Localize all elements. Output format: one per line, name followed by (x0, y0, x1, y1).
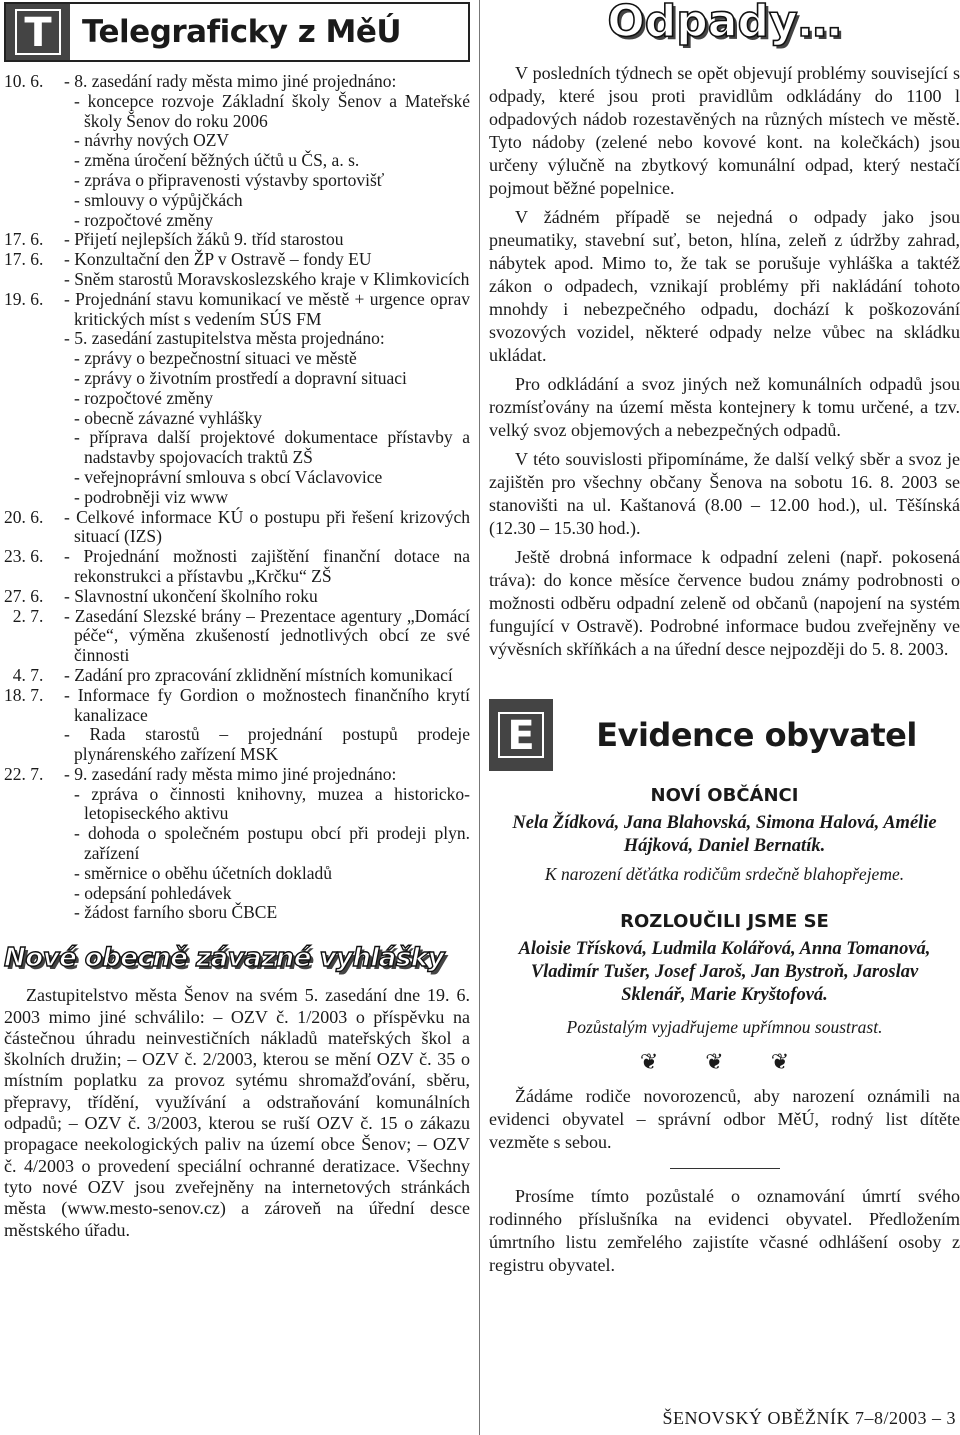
odpady-title: Odpady… (607, 0, 842, 47)
schedule-item: - Zasedání Slezské brány – Prezentace agentury „Domácí péče“, výměna zkušeností jednotlivých obcí ze své činnosti (64, 605, 470, 666)
schedule-entry (4, 547, 470, 587)
vyhlasky-text: Zastupitelstvo města Šenov na svém 5. zasedání dne 19. 6. 2003 mimo jiné schválilo: – OZV č. 1/2003 o příspěvku na částečnou úhradu neinvestičních nákladů mateřských škol a školních družin; – OZV č. 2/2003, kterou se mění OZV č. 35 o místním poplatku za provoz sytému shromažďování, sběru, přepravy, třídění, využívání a odstraňování komunálních odpadů; – OZV č. 3/2003, kterou se ruší OZV č. 15 o zákazu propagace neekologických paliv na území obce Šenov; – OZV č. 4/2003 o provedení speciální ochranné deratizace. Všechny tyto nové OZV jsou zveřejněny na internetových stránkách města (www.mesto-senov.cz) a zároveň na úřední desce městského úřadu. (4, 985, 470, 1240)
schedule-subitem: - zpráva o připravenosti výstavby sportovišť (74, 169, 385, 190)
schedule-list (4, 72, 470, 923)
schedule-item: - 9. zasedání rady města mimo jiné projednáno: (64, 763, 397, 784)
schedule-date: 27. 6. (4, 585, 44, 606)
rozlouceni-heading: ROZLOUČILI JSME SE (620, 911, 829, 932)
schedule-item: - Informace fy Gordion o možnostech finančního krytí kanalizace (64, 684, 470, 725)
schedule-entry (4, 508, 470, 548)
schedule-items (64, 765, 470, 923)
odpady-paragraph: Ještě drobná informace k odpadní zeleni (např. pokosená tráva): do konce měsíce července budou známy podrobnosti o možnosti odběru odpadní zeleně od občanů (napojení na systém fungující v Ostravě). Podrobné informace budou zveřejněny ve vývěsních skříňkách a na úřední desce nejpozději do 5. 8. 2003. (489, 547, 960, 659)
schedule-entry (4, 290, 470, 508)
schedule-subitem: - rozpočtové změny (74, 209, 213, 230)
schedule-subitem: - podrobněji viz www (74, 486, 229, 507)
telegraficky-title: Telegraficky z MěÚ (82, 14, 402, 50)
schedule-date: 22. 7. (4, 763, 44, 784)
schedule-subitem: - žádost farního sboru ČBCE (74, 902, 278, 923)
schedule-entry (4, 72, 470, 230)
odpady-paragraph: V této souvislosti připomínáme, že další velký sběr a svoz je zajištěn pro všechny občany Šenova na sobotu 16. 8. 2003 se stanovišti na ul. Kaštanová (8.00 – 12.00 hod.), ul. Těšínská (12.30 – 15.30 hod.). (489, 449, 960, 538)
schedule-item: - Celkové informace KÚ o postupu při řešení krizových situací (IZS) (64, 506, 470, 547)
schedule-items (64, 666, 470, 686)
ornament-icon: ❦ ❦ ❦ (639, 1050, 810, 1075)
letter-e-logo: E (498, 712, 544, 758)
schedule-items (64, 230, 470, 250)
schedule-subitem: - změna úročení běžných účtů u ČS, a. s. (74, 150, 360, 171)
schedule-subitem: - zpráva o činnosti knihovny, muzea a historicko-letopiseckého aktivu (74, 783, 470, 824)
telegraficky-letter-box (6, 4, 70, 60)
odpady-paragraph: V posledních týdnech se opět objevují problémy související s odpady, které jsou proti pravidlům odkládány do 1100 l odpadových nádob rozestavěných na různých místech ve městě. Tyto nádoby (zelené nebo kovové kont. na kolečkách) jsou určeny výlučně na zbytkový komunální odpad, který nestačí pojmout běžné popelnice. (489, 63, 960, 198)
novi-obcanci-names: Nela Žídková, Jana Blahovská, Simona Halová, Amélie Hájková, Daniel Bernatík. (512, 813, 937, 856)
schedule-items (64, 547, 470, 587)
evidence-title: Evidence obyvatel (596, 716, 917, 754)
novi-obcanci-wish: K narození děťátka rodičům srdečně blahopřejeme. (544, 864, 905, 884)
schedule-subitem: - dohoda o společném postupu obcí při prodeji plyn. zařízení (74, 823, 470, 864)
schedule-subitem: - návrhy nových OZV (74, 130, 230, 151)
telegraficky-header (4, 2, 470, 62)
schedule-date: 23. 6. (4, 546, 44, 567)
evidence-note-death: Prosíme tímto pozůstalé o oznamování úmrtí svého rodinného příslušníka na evidenci obyvatel. Předložením úmrtního listu zemřelého zajistíte včasné odhlášení osoby z registru obyvatel. (489, 1186, 960, 1275)
schedule-date: 17. 6. (4, 249, 44, 270)
schedule-items (64, 686, 470, 765)
schedule-subitem: - veřejnoprávní smlouva s obcí Václavovice (74, 466, 383, 487)
schedule-entry (4, 250, 470, 290)
schedule-date: 18. 7. (4, 684, 44, 705)
column-divider (479, 0, 480, 1435)
schedule-subitem: - koncepce rozvoje Základní školy Šenov a Mateřské školy Šenov do roku 2006 (74, 90, 470, 131)
page-footer: ŠENOVSKÝ OBĚŽNÍK 7–8/2003 – 3 (662, 1408, 956, 1428)
schedule-entry (4, 230, 470, 250)
schedule-subitem: - směrnice o oběhu účetních dokladů (74, 862, 333, 883)
schedule-subitem: - rozpočtové změny (74, 387, 213, 408)
schedule-date: 19. 6. (4, 288, 44, 309)
rozlouceni-wish: Pozůstalým vyjadřujeme upřímnou soustrast. (566, 1017, 883, 1037)
schedule-item: - Konzultační den ŽP v Ostravě – fondy EU (64, 249, 372, 270)
left-column (4, 0, 470, 1241)
schedule-item: - Sněm starostů Moravskoslezského kraje v Klimkovicích (64, 268, 470, 289)
schedule-item: - Projednání možnosti zajištění finanční dotace na rekonstrukci a přístavbu „Krčku“ ZŠ (64, 546, 470, 586)
schedule-subitem: - smlouvy o výpůjčkách (74, 189, 243, 210)
odpady-text (489, 62, 960, 661)
schedule-items (64, 607, 470, 666)
schedule-date: 2. 7. (4, 605, 44, 626)
schedule-subitem: - zprávy o bezpečnostní situaci ve městě (74, 348, 357, 369)
vyhlasky-title: Nové obecně závazné vyhlášky (4, 943, 445, 974)
schedule-item: - 5. zasedání zastupitelstva města projednáno: (64, 328, 385, 349)
schedule-entry (4, 686, 470, 765)
schedule-date: 20. 6. (4, 506, 44, 527)
schedule-items (64, 250, 470, 290)
schedule-entry (4, 587, 470, 607)
schedule-item: - Rada starostů – projednání postupů prodeje plynárenského zařízení MSK (64, 724, 470, 765)
schedule-item: - Zadání pro zpracování zklidnění místních komunikací (64, 664, 453, 685)
schedule-item: - Projednání stavu komunikací ve městě + urgence oprav kritických míst s vedením SÚS FM (64, 288, 470, 329)
odpady-paragraph: V žádném případě se nejedná o odpady jako jsou pneumatiky, stavební suť, beton, hlína, zeleň z údržby zahrad, nábytek apod. Mimo to, že tak se porušuje vyhláška a taktéž zákon o odpadech, vznikají problémy při nakládání tohoto mnohdy i nebezpečného odpadu, dochází k poškozování svozových vozidel, některé odpady nelze vůbec na skládku ukládat. (489, 207, 960, 365)
schedule-item: - Přijetí nejlepších žáků 9. tříd starostou (64, 229, 344, 250)
schedule-subitem: - příprava další projektové dokumentace přístavby a nadstavby spojovacích traktů ZŠ (74, 427, 470, 468)
novi-obcanci-heading: NOVÍ OBČÁNCI (650, 785, 799, 806)
schedule-date: 4. 7. (4, 664, 44, 685)
schedule-items (64, 72, 470, 230)
evidence-header (489, 699, 960, 771)
separator-line (670, 1168, 780, 1169)
evidence-letter-box (489, 699, 553, 771)
schedule-subitem: - odepsání pohledávek (74, 882, 232, 903)
schedule-entry (4, 607, 470, 666)
odpady-paragraph: Pro odkládání a svoz jiných než komunálních odpadů jsou rozmísťovány na území města kontejnery k tomu určené, a tzv. velký svoz objemových a nebezpečných odpadů. (489, 374, 960, 440)
schedule-date: 17. 6. (4, 229, 44, 250)
schedule-items (64, 587, 470, 607)
right-column (489, 0, 960, 1277)
schedule-entry (4, 765, 470, 923)
letter-t-logo: T (15, 9, 61, 55)
schedule-item: - 8. zasedání rady města mimo jiné projednáno: (64, 71, 397, 91)
schedule-subitem: - zprávy o životním prostředí a dopravní situaci (74, 367, 407, 388)
schedule-items (64, 508, 470, 548)
schedule-items (64, 290, 470, 508)
schedule-subitem: - obecně závazné vyhlášky (74, 407, 263, 428)
schedule-entry (4, 666, 470, 686)
evidence-note-birth: Žádáme rodiče novorozenců, aby narození oznámili na evidenci obyvatel – správní odbor MěÚ, rodný list dítěte vezměte s sebou. (489, 1086, 960, 1152)
schedule-item: - Slavnostní ukončení školního roku (64, 585, 318, 606)
rozlouceni-names: Aloisie Třísková, Ludmila Kolářová, Anna Tomanová, Vladimír Tušer, Josef Jaroš, Jan Bystroň, Jaroslav Sklenář, Marie Kryštofová. (518, 939, 931, 1005)
schedule-date: 10. 6. (4, 71, 44, 91)
